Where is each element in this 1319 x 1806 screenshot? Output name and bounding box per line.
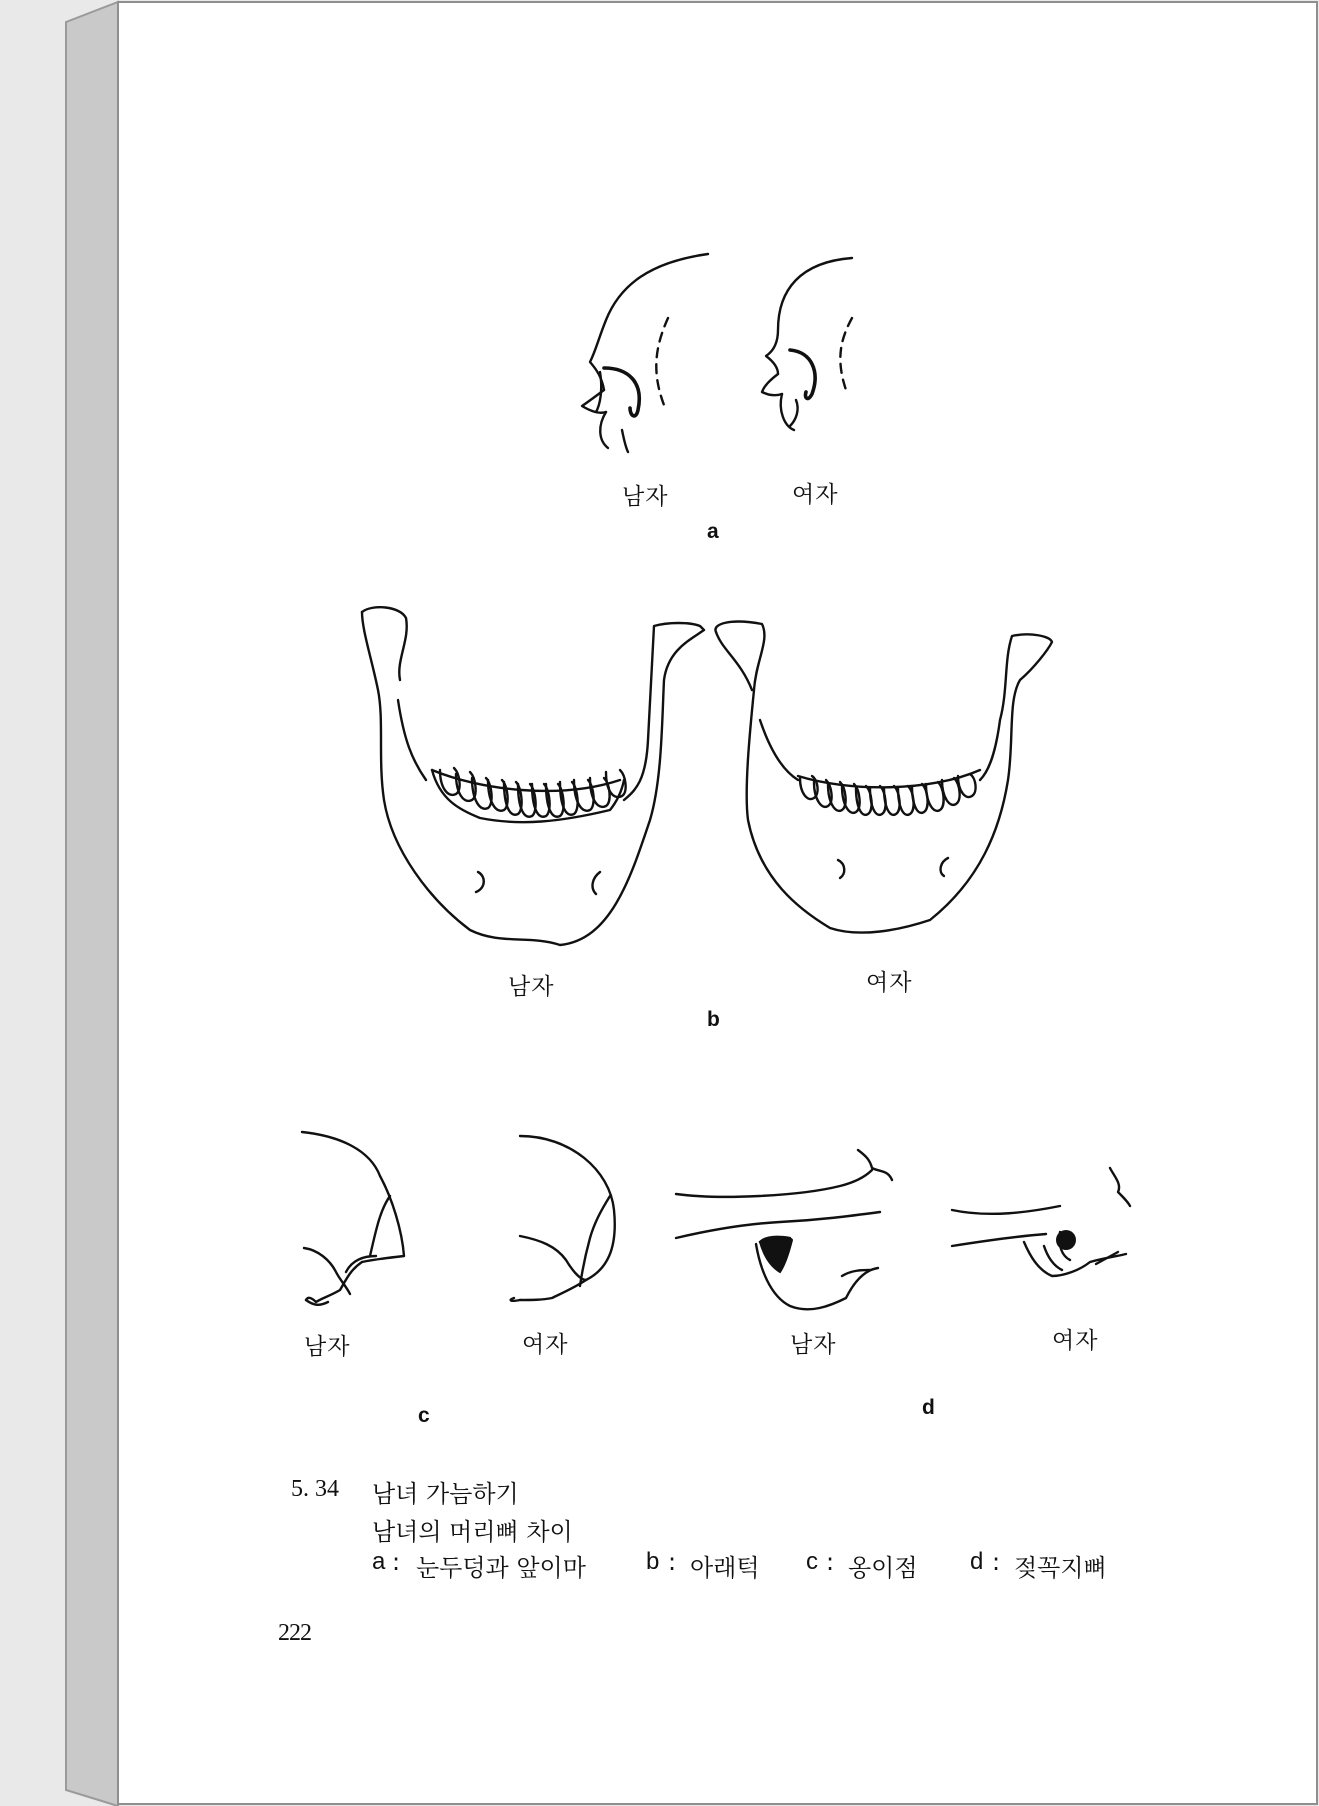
panel-c-letter: c <box>418 1404 430 1427</box>
legend-b-text: 아래턱 <box>690 1554 760 1582</box>
panel-b-female-label: 여자 <box>866 970 913 996</box>
figure-subtitle: 남녀의 머리뼈 차이 <box>372 1518 573 1546</box>
panel-d-letter: d <box>922 1396 935 1419</box>
panel-c-female-label: 여자 <box>522 1332 569 1358</box>
legend-b-sep: : <box>668 1548 677 1576</box>
legend-d-key: d <box>970 1548 984 1575</box>
legend-c-key: c <box>806 1548 818 1575</box>
figure-number: 5. 34 <box>291 1476 339 1502</box>
legend-a-sep: : <box>392 1548 401 1576</box>
legend-b-key: b <box>646 1548 660 1575</box>
book-spine <box>66 2 118 1806</box>
figure-title: 남녀 가늠하기 <box>372 1480 519 1508</box>
panel-a-letter: a <box>707 520 719 543</box>
panel-c-male-label: 남자 <box>304 1334 351 1360</box>
panel-d-male-label: 남자 <box>790 1332 837 1358</box>
panel-a-female-label: 여자 <box>792 482 839 508</box>
panel-b-letter: b <box>707 1008 720 1031</box>
legend-d-text: 젖꼭지뼈 <box>1014 1554 1107 1582</box>
legend-c-text: 옹이점 <box>848 1554 918 1582</box>
panel-d-female-label: 여자 <box>1052 1328 1099 1354</box>
page-number: 222 <box>278 1620 311 1646</box>
legend-d-sep: : <box>992 1548 1001 1576</box>
legend-a-text: 눈두덩과 앞이마 <box>416 1554 586 1582</box>
page <box>118 2 1317 1804</box>
panel-b-male-label: 남자 <box>508 974 555 1000</box>
legend-a-key: a <box>372 1548 386 1575</box>
legend-c-sep: : <box>826 1548 835 1576</box>
panel-a-male-label: 남자 <box>622 484 669 510</box>
caption-legend-row <box>372 1548 1232 1582</box>
